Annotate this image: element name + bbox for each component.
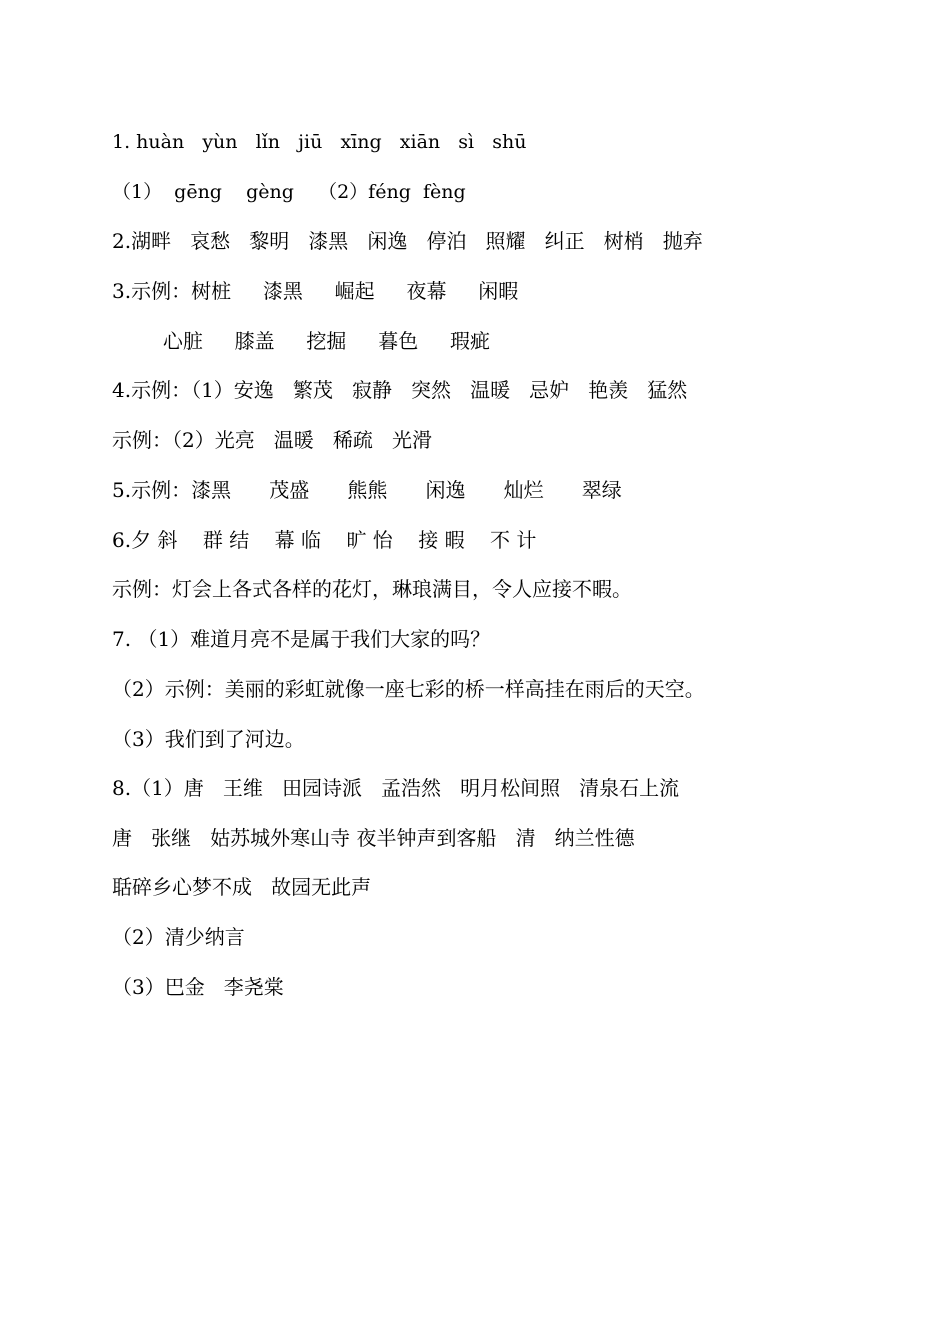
answer-text: 1. huàn yùn lǐn jiū xīng xiān sì shū: [112, 131, 527, 153]
answer-text: 7. （1）难道月亮不是属于我们大家的吗？: [112, 627, 491, 651]
answer-line-3-cont: [112, 326, 910, 356]
answer-text: 5.示例：漆黑 茂盛 熊熊 闲逸 灿烂 翠绿: [112, 478, 622, 502]
answer-text: 唐 张继 姑苏城外寒山寺 夜半钟声到客船 清 纳兰性德: [112, 826, 635, 850]
answer-text: （3）巴金 李尧棠: [112, 975, 284, 999]
answer-line-8-cont: [112, 823, 910, 853]
answer-text: （2）清少纳言: [112, 925, 245, 949]
answer-line-7: [112, 624, 910, 654]
answer-text: （3）我们到了河边。: [112, 727, 305, 751]
answer-text: （2）示例：美丽的彩虹就像一座七彩的桥一样高挂在雨后的天空。: [112, 677, 705, 701]
answer-line-8-3: [112, 972, 910, 1002]
answer-text: 心脏 膝盖 挖掘 暮色 瑕疵: [112, 329, 491, 353]
answer-text: 6.夕 斜 群 结 幕 临 旷 怡 接 暇 不 计: [112, 528, 537, 552]
answer-line-7-3: [112, 724, 910, 754]
answer-line-6: [112, 525, 910, 555]
answer-line-6-example: [112, 574, 910, 604]
answer-line-8-cont-2: [112, 872, 910, 902]
answer-text: 2.湖畔 哀愁 黎明 漆黑 闲逸 停泊 照耀 纠正 树梢 抛弃: [112, 229, 703, 253]
answer-line-8: [112, 773, 910, 803]
answer-text: 示例：（2）光亮 温暖 稀疏 光滑: [112, 428, 432, 452]
answer-line-1-pinyin-sub: [112, 177, 910, 207]
answer-line-7-2: [112, 674, 910, 704]
answer-text: （1） gēng gèng （2）féng fèng: [112, 181, 466, 203]
answer-line-4-example: [112, 425, 910, 455]
answer-text: 3.示例：树桩 漆黑 崛起 夜幕 闲暇: [112, 279, 519, 303]
answer-line-4: [112, 375, 910, 405]
answer-text: 4.示例：（1）安逸 繁茂 寂静 突然 温暖 忌妒 艳羡 猛然: [112, 378, 688, 402]
answer-line-2: [112, 226, 910, 256]
answer-line-3: [112, 276, 910, 306]
answer-line-5: [112, 475, 910, 505]
answer-text: 示例：灯会上各式各样的花灯，琳琅满目，令人应接不暇。: [112, 577, 632, 601]
answer-text: 8.（1）唐 王维 田园诗派 孟浩然 明月松间照 清泉石上流: [112, 776, 680, 800]
answer-line-1-pinyin: [112, 127, 910, 157]
answer-text: 聒碎乡心梦不成 故园无此声: [112, 875, 372, 899]
answer-line-8-2: [112, 922, 910, 952]
